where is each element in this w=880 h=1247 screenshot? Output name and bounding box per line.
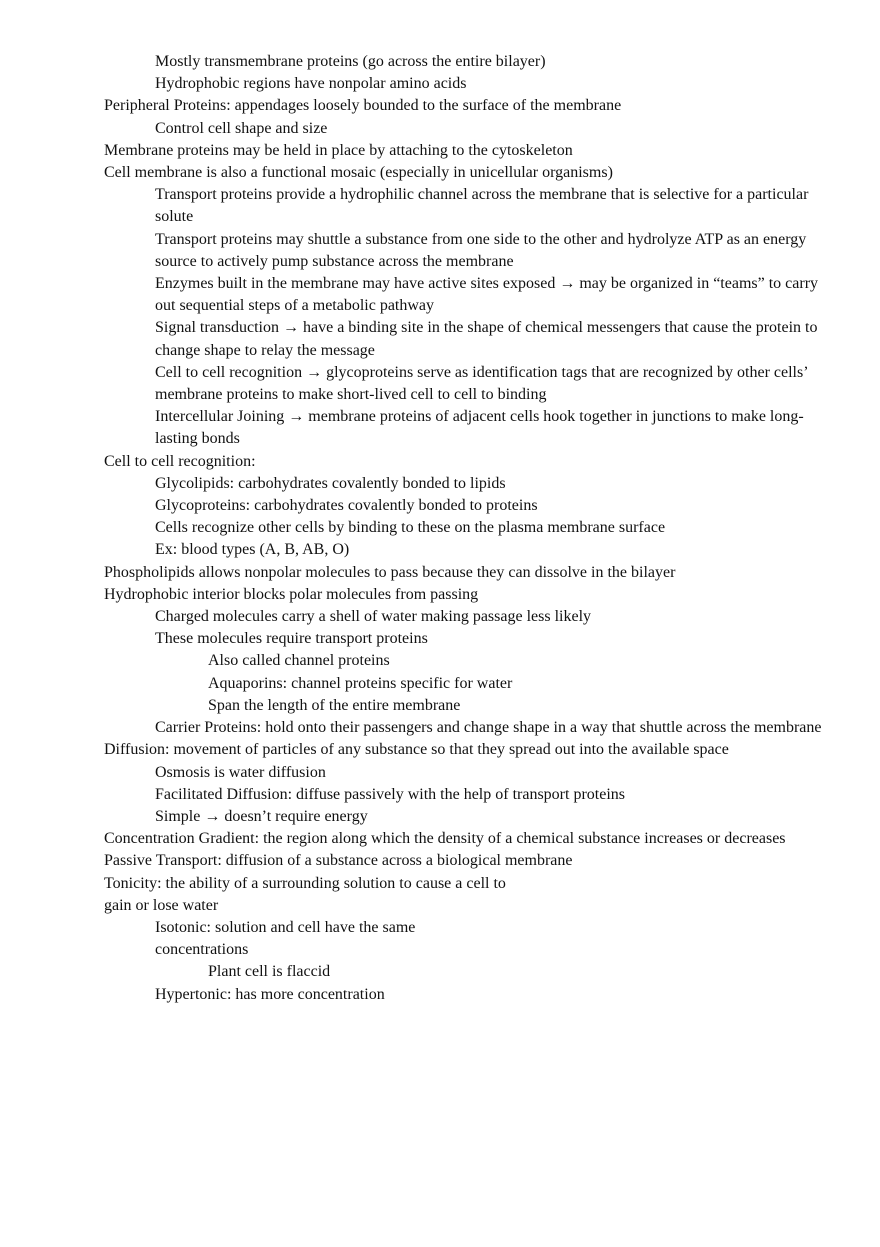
bullet-list-item xyxy=(0,673,880,695)
list-item-text: Mostly transmembrane proteins (go across the entire bilayer) xyxy=(155,53,546,70)
sub-list-item xyxy=(0,539,880,561)
sub-list-item xyxy=(0,984,880,1006)
sub-list-item xyxy=(0,717,880,739)
sub-list-item xyxy=(0,762,880,784)
list-item-text: Intercellular Joining → membrane proteins of adjacent cells hook together in junctions to make long-lasting bonds xyxy=(155,408,804,448)
dash-list-item xyxy=(0,562,880,584)
list-item-text: Transport proteins may shuttle a substance from one side to the other and hydrolyze ATP as an energy source to actively pump substance across the membrane xyxy=(155,230,807,270)
bullet-list-item xyxy=(0,695,880,717)
list-item-text: Signal transduction → have a binding site in the shape of chemical messengers that cause the protein to change shape to relay the message xyxy=(155,319,818,359)
list-item-text: Cell to cell recognition: xyxy=(104,452,256,470)
list-item-text: Transport proteins provide a hydrophilic channel across the membrane that is selective for a particular solute xyxy=(155,186,809,226)
sub-list-item xyxy=(0,517,880,539)
dash-list-item xyxy=(0,828,880,850)
list-item-text: Plant cell is flaccid xyxy=(208,963,331,981)
dash-list-item xyxy=(0,95,880,117)
bullet-list-item xyxy=(0,650,880,672)
list-item-text: These molecules require transport proteins xyxy=(155,630,428,648)
list-item-text: Ex: blood types (A, B, AB, O) xyxy=(155,541,350,559)
sub-list-item xyxy=(0,229,880,273)
sub-list-item xyxy=(0,606,880,628)
list-item-text: Tonicity: the ability of a surrounding solution to cause a cell to gain or lose water xyxy=(104,874,506,914)
list-item-text: Enzymes built in the membrane may have active sites exposed → may be organized in “teams” to carry out sequential steps of a metabolic pathway xyxy=(155,275,819,315)
sub-list-item xyxy=(0,495,880,517)
dash-list-item xyxy=(0,850,880,872)
list-item-text: Glycolipids: carbohydrates covalently bonded to lipids xyxy=(155,474,506,492)
sub-list-item xyxy=(0,317,880,361)
document-page xyxy=(0,51,880,1006)
list-item-text: Cell to cell recognition → glycoproteins serve as identification tags that are recognized by other cells’ membrane proteins to make short-lived cell to cell to binding xyxy=(155,363,808,404)
bullet-list-item xyxy=(0,961,880,983)
list-item-text: Isotonic: solution and cell have the same concentrations xyxy=(155,918,416,959)
sub-list-item xyxy=(0,806,880,828)
dash-list-item xyxy=(0,739,880,761)
list-item-text: Cell membrane is also a functional mosaic (especially in unicellular organisms) xyxy=(104,164,613,182)
sub-list-item xyxy=(0,406,880,450)
list-item-text: Membrane proteins may be held in place by attaching to the cytoskeleton xyxy=(104,141,573,159)
sub-list-item xyxy=(0,628,880,650)
dash-list-item xyxy=(0,584,880,606)
sub-list-item xyxy=(0,73,880,95)
list-item-text: Cells recognize other cells by binding to these on the plasma membrane surface xyxy=(155,519,666,537)
sub-list-item xyxy=(0,51,880,73)
sub-list-item xyxy=(0,784,880,806)
sub-list-item xyxy=(0,273,880,317)
list-item-text: Control cell shape and size xyxy=(155,119,328,137)
list-item-text: Hypertonic: has more concentration xyxy=(155,985,385,1003)
list-item-text: Also called channel proteins xyxy=(208,652,390,670)
list-item-text: Passive Transport: diffusion of a substance across a biological membrane xyxy=(104,852,573,870)
list-item-text: Span the length of the entire membrane xyxy=(208,696,461,714)
dash-list-item xyxy=(0,873,880,917)
list-item-text: Facilitated Diffusion: diffuse passively with the help of transport proteins xyxy=(155,785,625,803)
dash-list-item xyxy=(0,162,880,184)
list-item-text: Aquaporins: channel proteins specific for water xyxy=(208,674,513,692)
list-item-text: Osmosis is water diffusion xyxy=(155,763,326,781)
list-item-text: Carrier Proteins: hold onto their passengers and change shape in a way that shuttle across the membrane xyxy=(155,719,822,737)
sub-list-item xyxy=(0,184,880,228)
list-item-text: Hydrophobic regions have nonpolar amino acids xyxy=(155,75,467,93)
list-item-text: Simple → doesn’t require energy xyxy=(155,807,368,825)
list-item-text: Phospholipids allows nonpolar molecules to pass because they can dissolve in the bilayer xyxy=(104,563,676,581)
list-item-text: Concentration Gradient: the region along which the density of a chemical substance increases or decreases xyxy=(104,830,786,848)
sub-list-item xyxy=(0,917,880,961)
list-item-text: Charged molecules carry a shell of water making passage less likely xyxy=(155,608,592,626)
list-item-text: Peripheral Proteins: appendages loosely bounded to the surface of the membrane xyxy=(104,97,622,115)
sub-list-item xyxy=(0,473,880,495)
dash-list-item xyxy=(0,140,880,162)
sub-list-item xyxy=(0,362,880,406)
dash-list-item xyxy=(0,451,880,473)
list-item-text: Glycoproteins: carbohydrates covalently bonded to proteins xyxy=(155,497,538,515)
list-item-text: Hydrophobic interior blocks polar molecules from passing xyxy=(104,585,479,603)
sub-list-item xyxy=(0,118,880,140)
list-item-text: Diffusion: movement of particles of any substance so that they spread out into the available space xyxy=(104,741,729,759)
